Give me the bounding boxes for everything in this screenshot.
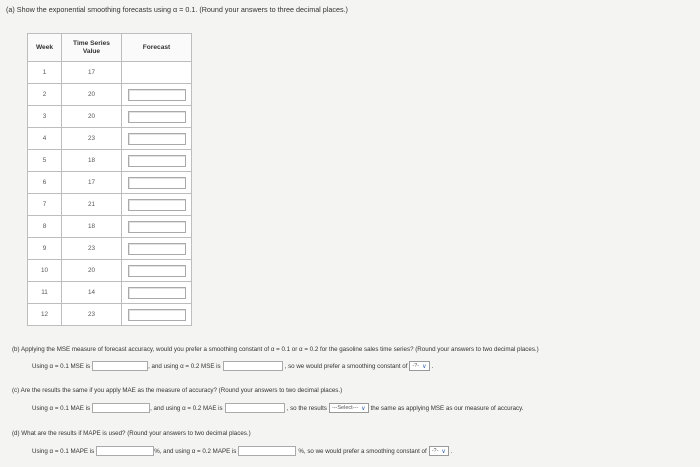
forecast-cell bbox=[122, 84, 192, 106]
chevron-down-icon: ∨ bbox=[441, 448, 446, 455]
forecast-input[interactable] bbox=[128, 243, 186, 255]
forecast-input[interactable] bbox=[128, 89, 186, 101]
series-value-cell: 18 bbox=[62, 150, 122, 172]
mse-select-value: -?- bbox=[412, 363, 420, 369]
mae-tail-label: , so the results bbox=[286, 404, 327, 412]
mse-alpha-02-input[interactable] bbox=[223, 361, 283, 371]
mape-alpha-01-input[interactable] bbox=[96, 446, 154, 456]
results-same-select[interactable] bbox=[329, 403, 369, 413]
series-value-cell: 14 bbox=[62, 282, 122, 304]
forecast-cell bbox=[122, 282, 192, 304]
table-row bbox=[28, 194, 192, 216]
forecast-input[interactable] bbox=[128, 133, 186, 145]
series-header-label: Time Series Value bbox=[73, 39, 110, 55]
mae-02-label: , and using α = 0.2 MAE is bbox=[150, 404, 223, 412]
mse-end: . bbox=[431, 362, 434, 370]
week-cell: 8 bbox=[28, 216, 62, 238]
forecast-cell bbox=[122, 106, 192, 128]
table-row bbox=[28, 172, 192, 194]
part-d-answer-line bbox=[32, 446, 453, 456]
series-value-cell: 17 bbox=[62, 172, 122, 194]
week-cell: 9 bbox=[28, 238, 62, 260]
forecast-input[interactable] bbox=[128, 199, 186, 211]
chevron-down-icon: ∨ bbox=[422, 363, 427, 370]
week-header: Week bbox=[28, 34, 62, 62]
week-cell: 4 bbox=[28, 128, 62, 150]
mae-end: the same as applying MSE as our measure of accuracy. bbox=[370, 404, 524, 412]
forecast-cell bbox=[122, 128, 192, 150]
week-cell: 6 bbox=[28, 172, 62, 194]
mape-02-label: %, and using α = 0.2 MAPE is bbox=[154, 447, 237, 455]
series-value-cell: 23 bbox=[62, 128, 122, 150]
table-row bbox=[28, 106, 192, 128]
week-cell: 7 bbox=[28, 194, 62, 216]
week-cell: 12 bbox=[28, 304, 62, 326]
mape-tail-label: %, so we would prefer a smoothing constant of bbox=[298, 447, 427, 455]
part-b-question: (b) Applying the MSE measure of forecast accuracy, would you prefer a smoothing constant of α = 0.1 or α = 0.2 for the gasoline sales time series? (Round your answers to two decimal places.) bbox=[12, 346, 539, 353]
series-value-cell: 20 bbox=[62, 106, 122, 128]
forecast-cell bbox=[122, 62, 192, 84]
part-c-question: (c) Are the results the same if you apply MAE as the measure of accuracy? (Round your answers to two decimal places.) bbox=[12, 387, 343, 394]
table-row bbox=[28, 260, 192, 282]
forecast-cell bbox=[122, 150, 192, 172]
series-value-cell: 23 bbox=[62, 304, 122, 326]
series-value-cell: 21 bbox=[62, 194, 122, 216]
week-cell: 2 bbox=[28, 84, 62, 106]
forecast-input[interactable] bbox=[128, 265, 186, 277]
table-row bbox=[28, 150, 192, 172]
time-series-table bbox=[27, 33, 192, 326]
forecast-header: Forecast bbox=[122, 34, 192, 62]
week-cell: 3 bbox=[28, 106, 62, 128]
forecast-cell bbox=[122, 172, 192, 194]
mse-constant-select[interactable] bbox=[409, 361, 429, 371]
mae-alpha-01-input[interactable] bbox=[92, 403, 150, 413]
table-row bbox=[28, 304, 192, 326]
forecast-cell bbox=[122, 238, 192, 260]
week-cell: 5 bbox=[28, 150, 62, 172]
series-value-cell: 23 bbox=[62, 238, 122, 260]
mse-tail-label: , so we would prefer a smoothing constant of bbox=[284, 362, 408, 370]
part-d-question: (d) What are the results if MAPE is used? (Round your answers to two decimal places.) bbox=[12, 430, 251, 437]
forecast-cell bbox=[122, 304, 192, 326]
series-value-cell: 17 bbox=[62, 62, 122, 84]
mape-end: . bbox=[450, 447, 453, 455]
table-row bbox=[28, 128, 192, 150]
forecast-input[interactable] bbox=[128, 287, 186, 299]
forecast-cell bbox=[122, 260, 192, 282]
mae-01-label: Using α = 0.1 MAE is bbox=[32, 404, 91, 412]
table-row bbox=[28, 62, 192, 84]
mape-constant-select[interactable] bbox=[429, 446, 449, 456]
mse-alpha-01-input[interactable] bbox=[92, 361, 148, 371]
mse-01-label: Using α = 0.1 MSE is bbox=[32, 362, 91, 370]
series-value-cell: 18 bbox=[62, 216, 122, 238]
mape-select-value: -?- bbox=[431, 448, 439, 454]
mape-alpha-02-input[interactable] bbox=[238, 446, 296, 456]
table-row bbox=[28, 238, 192, 260]
table-row bbox=[28, 84, 192, 106]
forecast-input[interactable] bbox=[128, 177, 186, 189]
table-row bbox=[28, 282, 192, 304]
series-header bbox=[62, 34, 122, 62]
mape-01-label: Using α = 0.1 MAPE is bbox=[32, 447, 95, 455]
forecast-input[interactable] bbox=[128, 111, 186, 123]
forecast-input[interactable] bbox=[128, 221, 186, 233]
table-row bbox=[28, 216, 192, 238]
part-a-question: (a) Show the exponential smoothing forecasts using α = 0.1. (Round your answers to three decimal places.) bbox=[6, 5, 348, 14]
forecast-cell bbox=[122, 194, 192, 216]
forecast-input[interactable] bbox=[128, 309, 186, 321]
forecast-input[interactable] bbox=[128, 155, 186, 167]
week-cell: 10 bbox=[28, 260, 62, 282]
part-b-answer-line bbox=[32, 361, 433, 371]
mae-alpha-02-input[interactable] bbox=[225, 403, 285, 413]
week-cell: 1 bbox=[28, 62, 62, 84]
mse-02-label: , and using α = 0.2 MSE is bbox=[148, 362, 221, 370]
series-value-cell: 20 bbox=[62, 84, 122, 106]
part-c-answer-line bbox=[32, 403, 524, 413]
series-value-cell: 20 bbox=[62, 260, 122, 282]
chevron-down-icon: ∨ bbox=[361, 405, 366, 412]
results-select-value: ---Select--- bbox=[331, 405, 359, 411]
forecast-cell bbox=[122, 216, 192, 238]
week-cell: 11 bbox=[28, 282, 62, 304]
